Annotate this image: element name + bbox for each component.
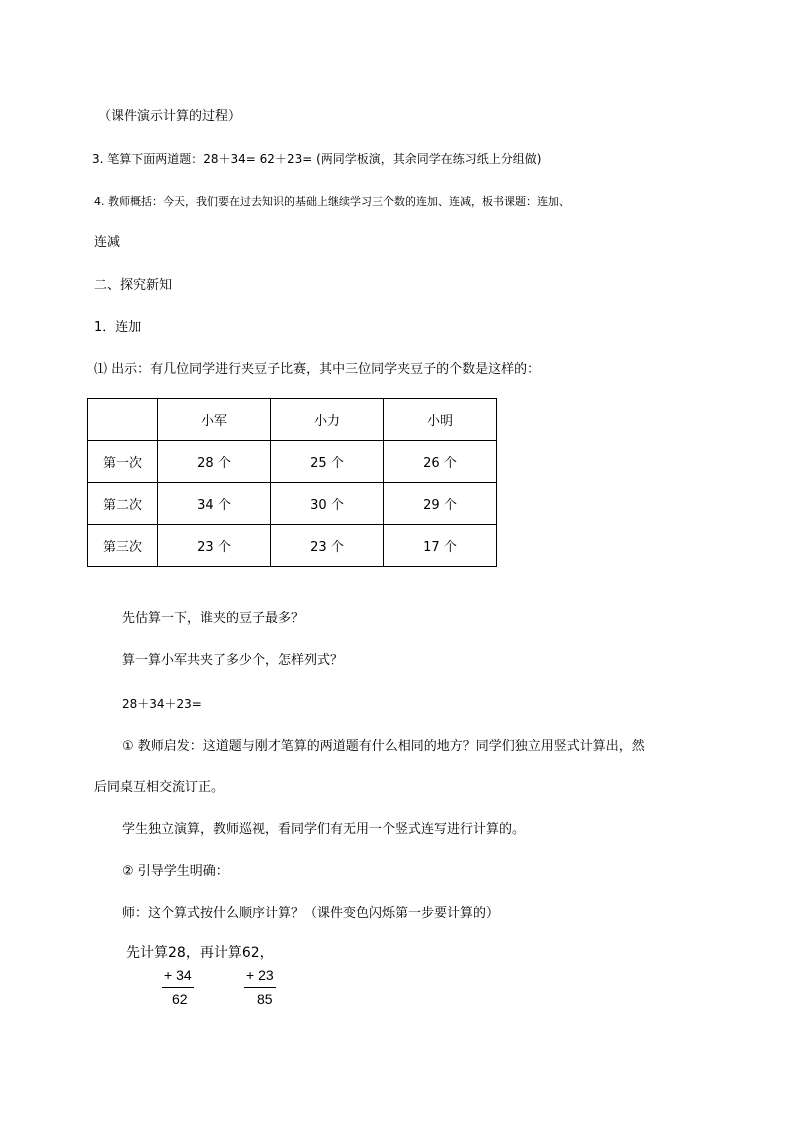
table-cell: 28 个 xyxy=(158,441,271,483)
estimate-question: 先估算一下，谁夹的豆子最多？ xyxy=(122,611,305,626)
vertical-calc-rule xyxy=(162,987,194,988)
step-2: ② 引导学生明确： xyxy=(122,864,229,879)
table-row xyxy=(88,525,497,567)
equation: 28＋34＋23= xyxy=(122,697,202,711)
table-row xyxy=(88,441,497,483)
vertical-calc-2 xyxy=(244,968,278,1010)
courseware-demo-note: （课件演示计算的过程） xyxy=(98,109,242,124)
subsection-heading: 1．连加 xyxy=(94,320,142,335)
table-header-cell xyxy=(88,399,158,441)
table-row xyxy=(88,483,497,525)
vertical-calc-rule xyxy=(244,987,276,988)
step-1-line2: 后同桌互相交流订正。 xyxy=(94,780,225,795)
vertical-result: 85 xyxy=(257,991,273,1007)
student-work-note: 学生独立演算，教师巡视，看同学们有无用一个竖式连写进行计算的。 xyxy=(122,822,526,837)
table-cell: 26 个 xyxy=(384,441,497,483)
item-4-summary-line2: 连减 xyxy=(94,235,121,250)
step-1-line1: ① 教师启发：这道题与刚才笔算的两道题有什么相同的地方？同学们独立用竖式计算出，然 xyxy=(122,739,645,754)
table-cell: 17 个 xyxy=(384,525,497,567)
teacher-question: 师：这个算式按什么顺序计算？（课件变色闪烁第一步要计算的） xyxy=(122,906,500,921)
table-cell: 第三次 xyxy=(88,525,158,567)
item-4-summary-line1: 4. 教师概括：今天，我们要在过去知识的基础上继续学习三个数的连加、连减，板书课题：连加、 xyxy=(94,195,570,208)
vertical-addend: + 23 xyxy=(246,967,274,983)
table-header-cell: 小军 xyxy=(158,399,271,441)
table-cell: 29 个 xyxy=(384,483,497,525)
calc-question: 算一算小军共夹了多少个，怎样列式？ xyxy=(122,653,344,668)
table-cell: 23 个 xyxy=(158,525,271,567)
item-3-written-calc: 3. 笔算下面两道题：28＋34= 62＋23= (两同学板演，其余同学在练习纸上分组做) xyxy=(92,152,542,166)
section-heading: 二、探究新知 xyxy=(94,278,173,293)
table-cell: 25 个 xyxy=(271,441,384,483)
vertical-addend: + 34 xyxy=(164,967,192,983)
table-cell: 30 个 xyxy=(271,483,384,525)
table-cell: 第一次 xyxy=(88,441,158,483)
vertical-calc-1 xyxy=(162,968,196,1010)
bean-contest-table xyxy=(87,398,497,567)
table-header-row xyxy=(88,399,497,441)
table-header-cell: 小力 xyxy=(271,399,384,441)
table-cell: 第二次 xyxy=(88,483,158,525)
vertical-result: 62 xyxy=(172,991,188,1007)
problem-prompt: ⑴ 出示：有几位同学进行夹豆子比赛，其中三位同学夹豆子的个数是这样的： xyxy=(94,362,541,377)
first-calc-note: 先计算28，再计算62， xyxy=(126,945,274,961)
table-header-cell: 小明 xyxy=(384,399,497,441)
table-cell: 23 个 xyxy=(271,525,384,567)
table-cell: 34 个 xyxy=(158,483,271,525)
